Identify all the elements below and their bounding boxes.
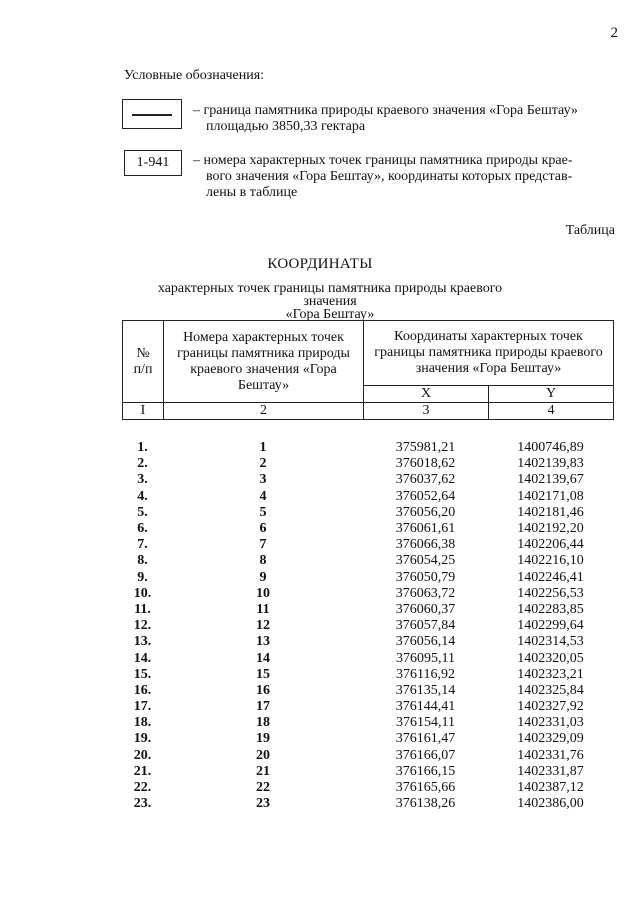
coord-y: 1402246,41 <box>517 569 584 585</box>
point-number: 7 <box>259 537 267 553</box>
header-coordinates: Координаты характерных точек границы памятника природы краевого значения «Гора Бештау» <box>364 321 614 386</box>
coord-y: 1402314,53 <box>517 634 584 650</box>
table-row <box>122 634 613 650</box>
table-row <box>122 748 613 764</box>
coordinates-table-header <box>122 320 614 420</box>
point-number: 2 <box>259 456 267 472</box>
point-number: 23 <box>256 796 270 812</box>
point-number: 16 <box>256 682 270 698</box>
coord-y: 1402331,03 <box>517 715 584 731</box>
table-row <box>122 537 613 553</box>
boundary-legend-text <box>193 103 613 135</box>
column-number-2: 2 <box>164 403 364 420</box>
point-legend-line-1: – номера характерных точек границы памятника природы крае- <box>193 153 573 168</box>
coord-y: 1402325,84 <box>517 682 584 698</box>
row-number: 12. <box>133 618 152 634</box>
header-x: X <box>364 386 489 403</box>
coord-x: 376095,11 <box>396 650 455 666</box>
point-legend-text <box>193 153 613 201</box>
table-row <box>122 618 613 634</box>
table-row <box>122 586 613 602</box>
coord-x: 376154,11 <box>396 715 455 731</box>
table-row <box>122 796 613 812</box>
table-row <box>122 553 613 569</box>
boundary-line-symbol <box>122 99 182 129</box>
column-number-4: 4 <box>489 403 614 420</box>
coord-y: 1402256,53 <box>517 585 584 601</box>
coord-x: 376018,62 <box>395 456 456 472</box>
point-number: 5 <box>259 504 267 520</box>
table-row <box>122 764 613 780</box>
boundary-legend-line-2: площадью 3850,33 гектара <box>206 119 366 134</box>
coord-y: 1402331,87 <box>517 763 584 779</box>
coord-y: 1402299,64 <box>517 618 584 634</box>
point-number: 1 <box>259 440 267 456</box>
row-number: 5. <box>137 504 148 520</box>
row-number: 4. <box>137 488 148 504</box>
point-number: 3 <box>259 472 267 488</box>
boundary-legend-line-1: – граница памятника природы краевого значения «Гора Бештау» <box>193 103 578 118</box>
coord-x: 376138,26 <box>395 796 456 812</box>
row-number: 8. <box>137 553 148 569</box>
point-number: 15 <box>256 666 270 682</box>
coord-x: 376057,84 <box>395 618 456 634</box>
point-number-symbol: 1-941 <box>124 150 182 176</box>
row-number: 11. <box>134 601 151 617</box>
boundary-line-icon <box>132 114 172 116</box>
point-number: 20 <box>256 747 270 763</box>
point-legend-line-3: лены в таблице <box>206 185 298 200</box>
table-row <box>122 715 613 731</box>
column-number-3: 3 <box>364 403 489 420</box>
coord-x: 376116,92 <box>396 666 455 682</box>
point-number: 19 <box>256 731 270 747</box>
coord-x: 376060,37 <box>395 601 456 617</box>
column-number-1: I <box>123 403 164 420</box>
coord-y: 1402331,76 <box>517 747 584 763</box>
subtitle-line-1: характерных точек границы памятника природы краевого значения <box>157 281 503 309</box>
legend-heading: Условные обозначения: <box>124 68 265 83</box>
coord-y: 1400746,89 <box>517 440 584 456</box>
coord-y: 1402181,46 <box>517 504 584 520</box>
header-number: № п/п <box>123 321 164 403</box>
coord-x: 376054,25 <box>395 553 456 569</box>
row-number: 22. <box>133 780 152 796</box>
point-number: 8 <box>259 553 267 569</box>
point-number: 18 <box>256 715 270 731</box>
coord-x: 376063,72 <box>395 585 456 601</box>
point-number: 12 <box>256 618 270 634</box>
row-number: 18. <box>133 715 152 731</box>
table-label: Таблица <box>565 223 615 238</box>
coord-y: 1402323,21 <box>517 666 584 682</box>
coord-y: 1402329,09 <box>517 731 584 747</box>
row-number: 10. <box>133 585 152 601</box>
point-legend-line-2: вого значения «Гора Бештау», координаты которых представ- <box>206 169 573 184</box>
coord-y: 1402327,92 <box>517 699 584 715</box>
point-number: 9 <box>259 569 267 585</box>
table-row <box>122 505 613 521</box>
row-number: 19. <box>133 731 152 747</box>
coord-x: 376056,20 <box>395 504 456 520</box>
coord-y: 1402139,67 <box>517 472 584 488</box>
row-number: 6. <box>137 521 148 537</box>
row-number: 7. <box>137 537 148 553</box>
point-number: 6 <box>259 521 267 537</box>
coord-x: 375981,21 <box>395 440 456 456</box>
table-row <box>122 650 613 666</box>
table-row <box>122 780 613 796</box>
table-row <box>122 440 613 456</box>
table-row <box>122 602 613 618</box>
point-number: 11 <box>256 601 270 617</box>
coord-x: 376166,07 <box>395 747 456 763</box>
coord-y: 1402192,20 <box>517 521 584 537</box>
coord-x: 376052,64 <box>395 488 456 504</box>
subtitle-line-2: «Гора Бештау» <box>285 307 375 322</box>
coord-y: 1402216,10 <box>517 553 584 569</box>
point-number: 4 <box>259 488 267 504</box>
row-number: 13. <box>133 634 152 650</box>
coord-x: 376165,66 <box>395 780 456 796</box>
coord-y: 1402139,83 <box>517 456 584 472</box>
row-number: 15. <box>133 666 152 682</box>
point-number: 17 <box>256 699 270 715</box>
coord-x: 376135,14 <box>395 682 456 698</box>
coord-x: 376061,61 <box>395 521 456 537</box>
point-number: 10 <box>256 585 270 601</box>
point-number: 21 <box>256 763 270 779</box>
row-number: 17. <box>133 699 152 715</box>
table-row <box>122 667 613 683</box>
row-number: 2. <box>137 456 148 472</box>
coord-y: 1402206,44 <box>517 537 584 553</box>
table-row <box>122 570 613 586</box>
row-number: 1. <box>137 440 148 456</box>
table-row <box>122 731 613 747</box>
coord-y: 1402387,12 <box>517 780 584 796</box>
row-number: 16. <box>133 682 152 698</box>
coord-y: 1402283,85 <box>517 601 584 617</box>
row-number: 23. <box>133 796 152 812</box>
document-subtitle <box>140 282 520 321</box>
coord-x: 376066,38 <box>395 537 456 553</box>
coord-x: 376144,41 <box>395 699 456 715</box>
row-number: 21. <box>133 763 152 779</box>
table-row <box>122 521 613 537</box>
coord-x: 376161,47 <box>395 731 456 747</box>
point-number: 22 <box>256 780 270 796</box>
header-y: Y <box>489 386 614 403</box>
point-number: 14 <box>256 650 270 666</box>
page-number: 2 <box>610 25 618 41</box>
table-row <box>122 456 613 472</box>
table-row <box>122 489 613 505</box>
document-title: КООРДИНАТЫ <box>267 256 373 272</box>
header-point-numbers: Номера характерных точек границы памятника природы краевого значения «Гора Бештау» <box>164 321 364 403</box>
coord-x: 376056,14 <box>395 634 456 650</box>
coord-y: 1402320,05 <box>517 650 584 666</box>
table-row <box>122 683 613 699</box>
row-number: 14. <box>133 650 152 666</box>
row-number: 9. <box>137 569 148 585</box>
coord-x: 376166,15 <box>395 763 456 779</box>
table-row <box>122 472 613 488</box>
point-number: 13 <box>256 634 270 650</box>
coord-y: 1402386,00 <box>517 796 584 812</box>
row-number: 3. <box>137 472 148 488</box>
coord-y: 1402171,08 <box>517 488 584 504</box>
coord-x: 376050,79 <box>395 569 456 585</box>
row-number: 20. <box>133 747 152 763</box>
coord-x: 376037,62 <box>395 472 456 488</box>
table-row <box>122 699 613 715</box>
coordinates-table-body <box>122 440 613 812</box>
